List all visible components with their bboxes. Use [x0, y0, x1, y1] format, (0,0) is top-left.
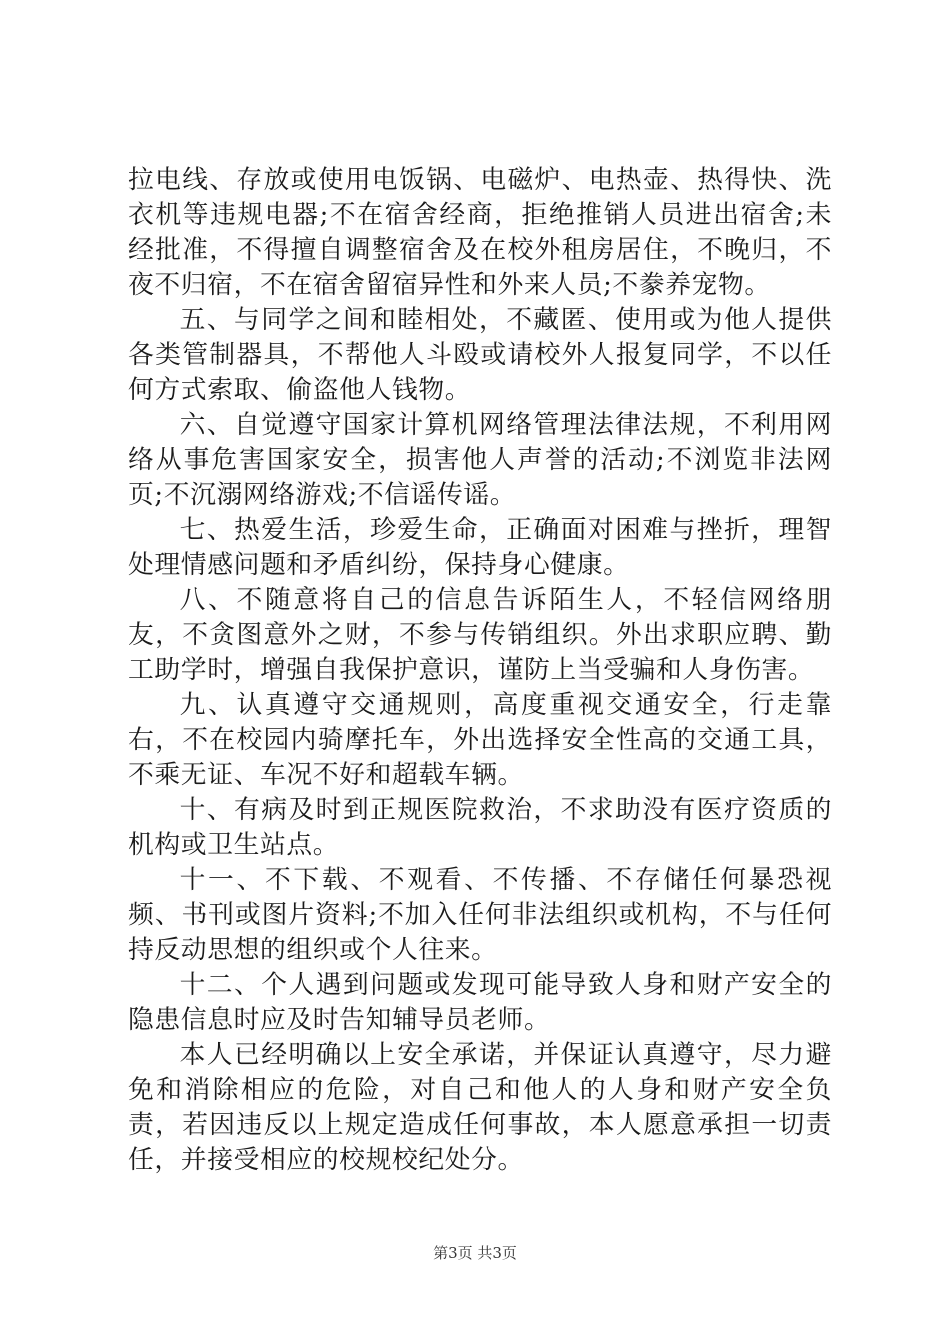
paragraph-item-9: 九、认真遵守交通规则，高度重视交通安全，行走靠右，不在校园内骑摩托车，外出选择安全性高的交通工具，不乘无证、车况不好和超载车辆。 [128, 690, 832, 790]
paragraph-item-11: 十一、不下载、不观看、不传播、不存储任何暴恐视频、书刊或图片资料;不加入任何非法组织或机构，不与任何持反动思想的组织或个人往来。 [128, 865, 832, 965]
paragraph-pledge: 本人已经明确以上安全承诺，并保证认真遵守，尽力避免和消除相应的危险，对自己和他人的人身和财产安全负责，若因违反以上规定造成任何事故，本人愿意承担一切责任，并接受相应的校规校纪处分。 [128, 1040, 832, 1175]
paragraph-item-6: 六、自觉遵守国家计算机网络管理法律法规，不利用网络从事危害国家安全，损害他人声誉的活动;不浏览非法网页;不沉溺网络游戏;不信谣传谣。 [128, 410, 832, 510]
paragraph-item-5: 五、与同学之间和睦相处，不藏匿、使用或为他人提供各类管制器具，不帮他人斗殴或请校外人报复同学，不以任何方式索取、偷盗他人钱物。 [128, 305, 832, 405]
document-body [128, 163, 832, 1178]
paragraph-item-12: 十二、个人遇到问题或发现可能导致人身和财产安全的隐患信息时应及时告知辅导员老师。 [128, 970, 832, 1035]
paragraph-item-7: 七、热爱生活，珍爱生命，正确面对困难与挫折，理智处理情感问题和矛盾纠纷，保持身心健康。 [128, 515, 832, 580]
paragraph-item-10: 十、有病及时到正规医院救治，不求助没有医疗资质的机构或卫生站点。 [128, 795, 832, 860]
page-footer: 第3页 共3页 [433, 1244, 517, 1262]
paragraph-continuation: 拉电线、存放或使用电饭锅、电磁炉、电热壶、热得快、洗衣机等违规电器;不在宿舍经商，拒绝推销人员进出宿舍;未经批准，不得擅自调整宿舍及在校外租房居住，不晚归，不夜不归宿，不在宿舍留宿异性和外来人员;不豢养宠物。 [128, 165, 832, 300]
paragraph-item-8: 八、不随意将自己的信息告诉陌生人，不轻信网络朋友，不贪图意外之财，不参与传销组织。外出求职应聘、勤工助学时，增强自我保护意识，谨防上当受骗和人身伤害。 [128, 585, 832, 685]
